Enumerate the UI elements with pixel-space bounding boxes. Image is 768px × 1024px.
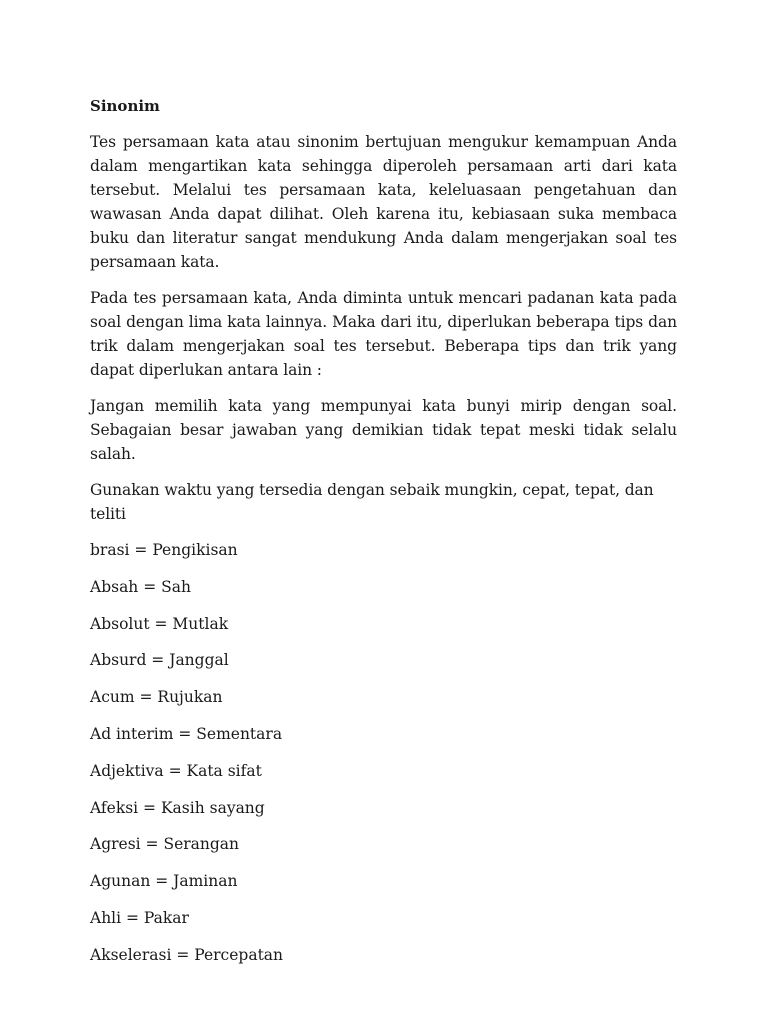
intro-paragraph: Tes persamaan kata atau sinonim bertujuan mengukur kemampuan Anda dalam mengartikan kata sehingga diperoleh persamaan arti dari kata tersebut. Melalui tes persamaan kata, keleluasaan pengetahuan dan wawasan Anda dapat dilihat. Oleh karena itu, kebiasaan suka membaca buku dan literatur sangat mendukung Anda dalam mengerjakan soal tes persamaan kata. [90, 133, 677, 271]
document-page [90, 94, 677, 980]
synonym-item: Agresi = Serangan [90, 835, 240, 854]
synonym-item: Absurd = Janggal [90, 651, 229, 670]
tip-one-paragraph: Jangan memilih kata yang mempunyai kata bunyi mirip dengan soal. Sebagaian besar jawaban yang demikian tidak tepat meski tidak selalu salah. [90, 397, 677, 463]
synonym-item: Acum = Rujukan [90, 688, 223, 707]
synonym-item: Adjektiva = Kata sifat [90, 761, 262, 780]
synonym-item: Afeksi = Kasih sayang [90, 798, 265, 817]
document-title: Sinonim [90, 97, 160, 115]
tip-two-paragraph: Gunakan waktu yang tersedia dengan sebaik mungkin, cepat, tepat, dan teliti [90, 481, 654, 523]
synonym-item: Absolut = Mutlak [90, 614, 229, 633]
synonym-item: Ahli = Pakar [90, 908, 189, 927]
synonym-list [90, 538, 677, 967]
synonym-item: Agunan = Jaminan [90, 872, 238, 891]
synonym-item: brasi = Pengikisan [90, 541, 238, 559]
tips-paragraph: Pada tes persamaan kata, Anda diminta untuk mencari padanan kata pada soal dengan lima kata lainnya. Maka dari itu, diperlukan beberapa tips dan trik dalam mengerjakan soal tes tersebut. Beberapa tips dan trik yang dapat diperlukan antara lain : [90, 289, 677, 379]
synonym-item: Akselerasi = Percepatan [90, 945, 284, 964]
synonym-item: Ad interim = Sementara [90, 724, 283, 743]
synonym-item: Absah = Sah [90, 577, 191, 596]
